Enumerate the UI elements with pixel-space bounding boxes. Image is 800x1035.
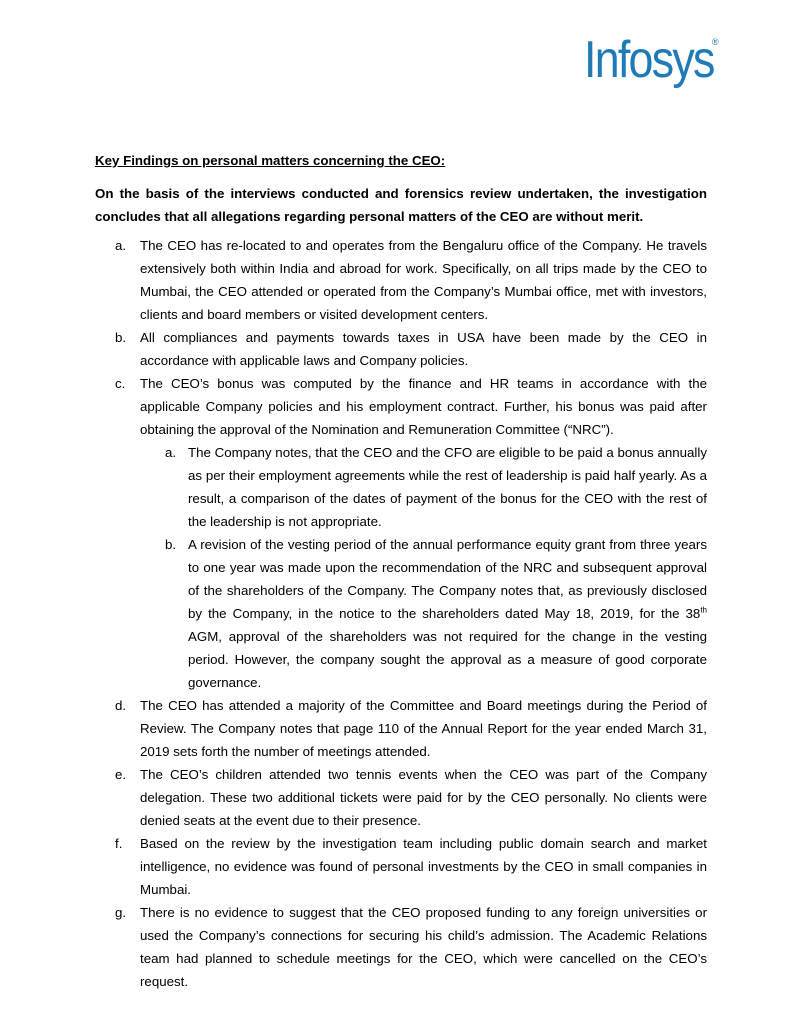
finding-b xyxy=(95,326,707,372)
finding-e xyxy=(95,763,707,832)
finding-c-sublist xyxy=(140,441,707,694)
finding-c-sub-a xyxy=(140,441,707,533)
list-marker: c. xyxy=(115,376,126,391)
finding-text: There is no evidence to suggest that the CEO proposed funding to any foreign universities or used the Company’s connections for securing his child’s admission. The Academic Relations team had planned to schedule meetings for the CEO, which were cancelled on the CEO’s request. xyxy=(140,905,707,989)
list-marker: d. xyxy=(115,698,127,713)
section-heading: Key Findings on personal matters concerning the CEO: xyxy=(95,153,446,168)
findings-list xyxy=(95,234,707,993)
document-body xyxy=(95,150,707,993)
finding-text: The CEO has re-located to and operates from the Bengaluru office of the Company. He travels extensively both within India and abroad for work. Specifically, on all trips made by the CEO to Mumbai, the CEO attended or operated from the Company’s Mumbai office, met with investors, clients and board members or visited development centers. xyxy=(140,238,707,322)
registered-mark: ® xyxy=(712,37,719,47)
finding-text: The Company notes, that the CEO and the CFO are eligible to be paid a bonus annually as per their employment agreements while the rest of leadership is paid half yearly. As a result, a comparison of the dates of payment of the bonus for the CEO with the rest of the leadership is not appropriate. xyxy=(188,445,707,529)
finding-text xyxy=(188,537,707,690)
list-marker: b. xyxy=(115,330,127,345)
finding-text: The CEO’s children attended two tennis events when the CEO was part of the Company delegation. These two additional tickets were paid for by the CEO personally. No clients were denied seats at the event due to their presence. xyxy=(140,767,707,828)
finding-text: The CEO’s bonus was computed by the finance and HR teams in accordance with the applicable Company policies and his employment contract. Further, his bonus was paid after obtaining the approval of the Nomination and Remuneration Committee (“NRC”). xyxy=(140,376,707,437)
intro-paragraph: On the basis of the interviews conducted and forensics review undertaken, the investigation concludes that all allegations regarding personal matters of the CEO are without merit. xyxy=(95,186,707,224)
list-marker: a. xyxy=(115,238,127,253)
finding-g xyxy=(95,901,707,993)
ordinal-suffix: th xyxy=(700,605,707,615)
finding-text: The CEO has attended a majority of the Committee and Board meetings during the Period of Review. The Company notes that page 110 of the Annual Report for the year ended March 31, 2019 sets forth the number of meetings attended. xyxy=(140,698,707,759)
finding-c-sub-b xyxy=(140,533,707,694)
infosys-logo: Infosys xyxy=(584,31,714,89)
finding-f xyxy=(95,832,707,901)
list-marker: f. xyxy=(115,836,123,851)
finding-d xyxy=(95,694,707,763)
finding-text: Based on the review by the investigation team including public domain search and market intelligence, no evidence was found of personal investments by the CEO in small companies in Mumbai. xyxy=(140,836,707,897)
finding-text-part: AGM, approval of the shareholders was not required for the change in the vesting period. However, the company sought the approval as a measure of good corporate governance. xyxy=(188,629,707,690)
finding-text: All compliances and payments towards taxes in USA have been made by the CEO in accordance with applicable laws and Company policies. xyxy=(140,330,707,368)
finding-text-part: A revision of the vesting period of the annual performance equity grant from three years to one year was made upon the recommendation of the NRC and subsequent approval of the shareholders of the Company. The Company notes that, as previously disclosed by the Company, in the notice to the shareholders dated May 18, 2019, for the 38 xyxy=(188,537,707,621)
list-marker: e. xyxy=(115,767,127,782)
list-marker: b. xyxy=(165,537,177,552)
finding-c xyxy=(95,372,707,694)
list-marker: g. xyxy=(115,905,127,920)
finding-a xyxy=(95,234,707,326)
list-marker: a. xyxy=(165,445,177,460)
